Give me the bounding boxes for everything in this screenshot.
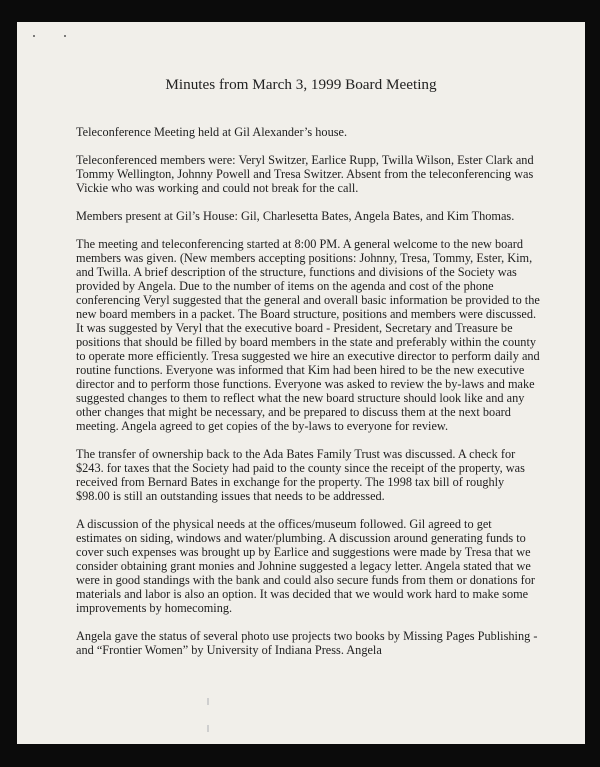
page-title: Minutes from March 3, 1999 Board Meeting (165, 76, 437, 93)
paragraph-location: Teleconference Meeting held at Gil Alexander’s house. (76, 125, 348, 139)
paragraph-meeting-start: The meeting and teleconferencing started at 8:00 PM. A general welcome to the new board members was given. (New members accepting positions: Johnny, Tresa, Tommy, Ester, Kim, and Twilla. A brief description of the structure, functions and divisions of the Society was provided by Angela. Due to the number of items on the agenda and cost of the phone conferencing Veryl suggested that the general and overall basic information be provided to the new board members in a packet. The Board structure, positions and members were discussed. It was suggested by Veryl that the executive board - President, Secretary and Treasure be positions that should be filled by board members in the state and preferably within the county to operate more efficiently. Tresa suggested we hire an executive director to perform daily and routine functions. Everyone was informed that Kim had been hired to be the new executive director and to perform those functions. Everyone was asked to review the by-laws and make suggested changes to them to reflect what the new board structure should look like and any other changes that might be necessary, and be prepared to discuss them at the next board meeting. Angela agreed to get copies of the by-laws to everyone for review. (76, 237, 540, 433)
paper-mark (207, 698, 209, 705)
paper-speck (64, 35, 66, 37)
paragraph-teleconference-members: Teleconferenced members were: Veryl Switzer, Earlice Rupp, Twilla Wilson, Ester Clark and Tommy Wellington, Johnny Powell and Tresa Switzer. Absent from the teleconferencing was Vickie who was working and could not break for the call. (76, 153, 534, 195)
paragraph-physical-needs: A discussion of the physical needs at the offices/museum followed. Gil agreed to get estimates on siding, windows and water/plumbing. A discussion around generating funds to cover such expenses was brought up by Earlice and suggestions were made by Tresa that we consider obtaining grant monies and Johnine suggested a legacy letter. Angela stated that we were in good standings with the bank and could also secure funds from them or donations for materials and labor is also an option. It was decided that we would work hard to make some improvements by homecoming. (76, 517, 535, 615)
paragraph-photo-projects: Angela gave the status of several photo use projects two books by Missing Pages Publishing - and “Frontier Women” by University of Indiana Press. Angela (76, 629, 538, 657)
minutes-body (76, 125, 540, 671)
paper-speck (33, 35, 35, 37)
paragraph-ownership-transfer: The transfer of ownership back to the Ada Bates Family Trust was discussed. A check for $243. for taxes that the Society had paid to the county since the receipt of the property, was received from Bernard Bates in exchange for the property. The 1998 tax bill of roughly $98.00 is still an outstanding issues that needs to be addressed. (76, 447, 525, 503)
paper-mark (207, 725, 209, 732)
document-page (17, 22, 585, 744)
paragraph-members-present: Members present at Gil’s House: Gil, Charlesetta Bates, Angela Bates, and Kim Thomas. (76, 209, 515, 223)
